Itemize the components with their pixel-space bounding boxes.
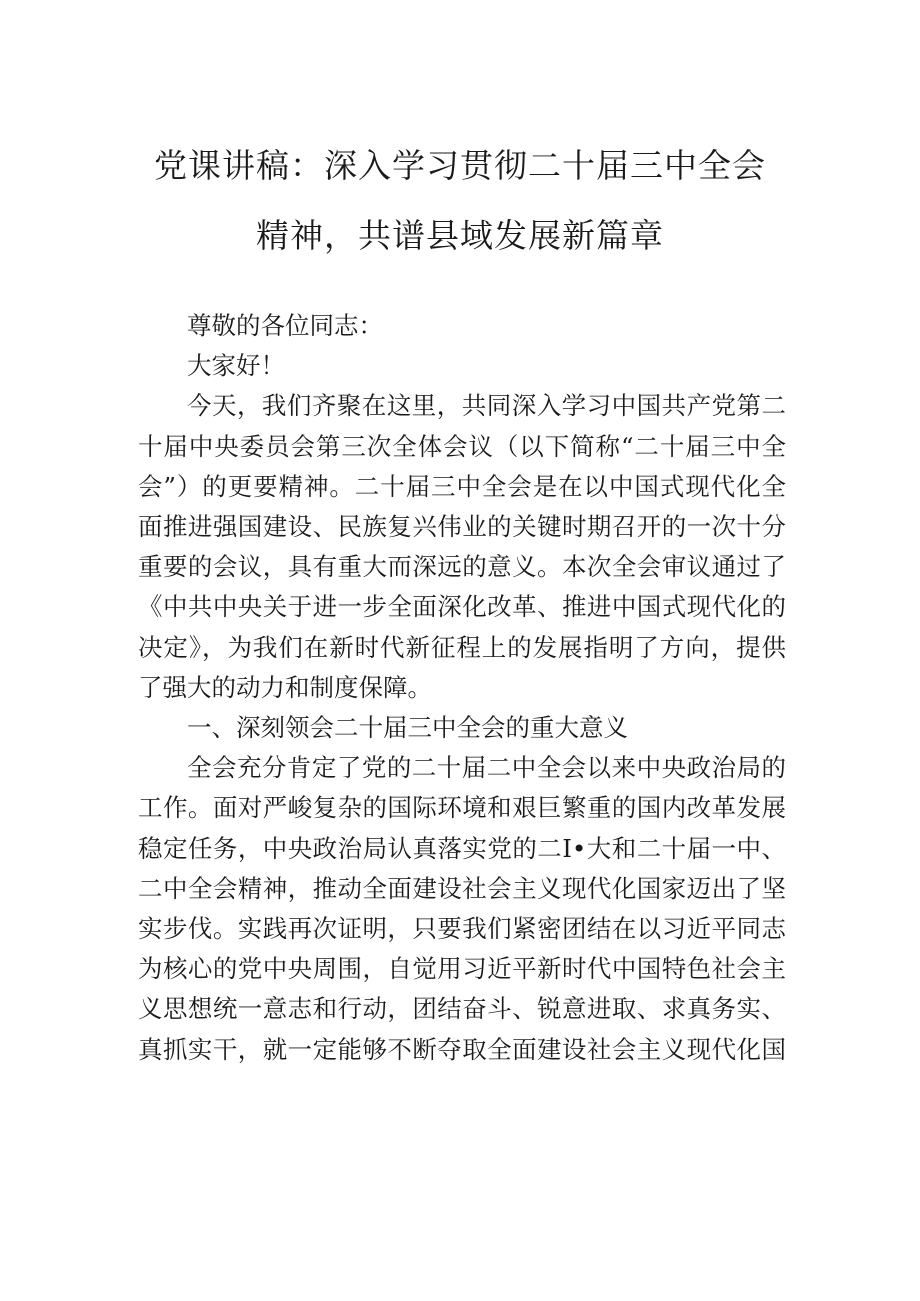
paragraph-line: 重要的会议，具有重大而深远的意义。本次全会审议通过了 — [138, 552, 786, 582]
document-title-line-1: 党课讲稿：深入学习贯彻二十届三中全会 — [154, 146, 766, 185]
paragraph-line: 真抓实干，就一定能够不断夺取全面建设社会主义现代化国 — [138, 1034, 786, 1064]
document-body — [138, 306, 786, 1070]
salutation: 尊敬的各位同志： — [187, 311, 383, 340]
paragraph-line: 《中共中央关于进一步全面深化改革、推进中国式现代化的 — [138, 592, 786, 622]
paragraph-line: 今天，我们齐聚在这里，共同深入学习中国共产党第二 — [187, 391, 786, 421]
paragraph-line: 十届中央委员会第三次全体会议（以下简称“二十届三中全 — [138, 431, 786, 461]
paragraph-line: 了强大的动力和制度保障。 — [138, 672, 432, 702]
paragraph-line: 工作。面对严峻复杂的国际环境和艰巨繁重的国内改革发展 — [138, 793, 786, 823]
paragraph-line: 为核心的党中央周围，自觉用习近平新时代中国特色社会主 — [138, 954, 786, 984]
greeting: 大家好！ — [187, 351, 285, 381]
paragraph-line: 会”）的更要精神。二十届三中全会是在以中国式现代化全 — [138, 471, 786, 501]
document-title-line-2: 精神，共谱县域发展新篇章 — [256, 216, 664, 255]
paragraph-line: 稳定任务，中央政治局认真落实党的二I•大和二十届一中、 — [138, 833, 786, 863]
paragraph-line: 义思想统一意志和行动，团结奋斗、锐意进取、求真务实、 — [138, 994, 786, 1024]
paragraph-line: 决定》，为我们在新时代新征程上的发展指明了方向，提供 — [138, 632, 786, 662]
paragraph-1 — [138, 386, 786, 708]
paragraph-line: 全会充分肯定了党的二十届二中全会以来中央政治局的 — [187, 753, 786, 783]
paragraph-2 — [138, 748, 786, 1070]
section-heading-1: 一、深刻领会二十届三中全会的重大意义 — [187, 713, 628, 743]
paragraph-line: 面推进强国建设、民族复兴伟业的关键时期召开的一次十分 — [138, 512, 786, 542]
paragraph-line: 实步伐。实践再次证明，只要我们紧密团结在以习近平同志 — [138, 914, 786, 944]
paragraph-line: 二中全会精神，推动全面建设社会主义现代化国家迈出了坚 — [138, 873, 786, 903]
